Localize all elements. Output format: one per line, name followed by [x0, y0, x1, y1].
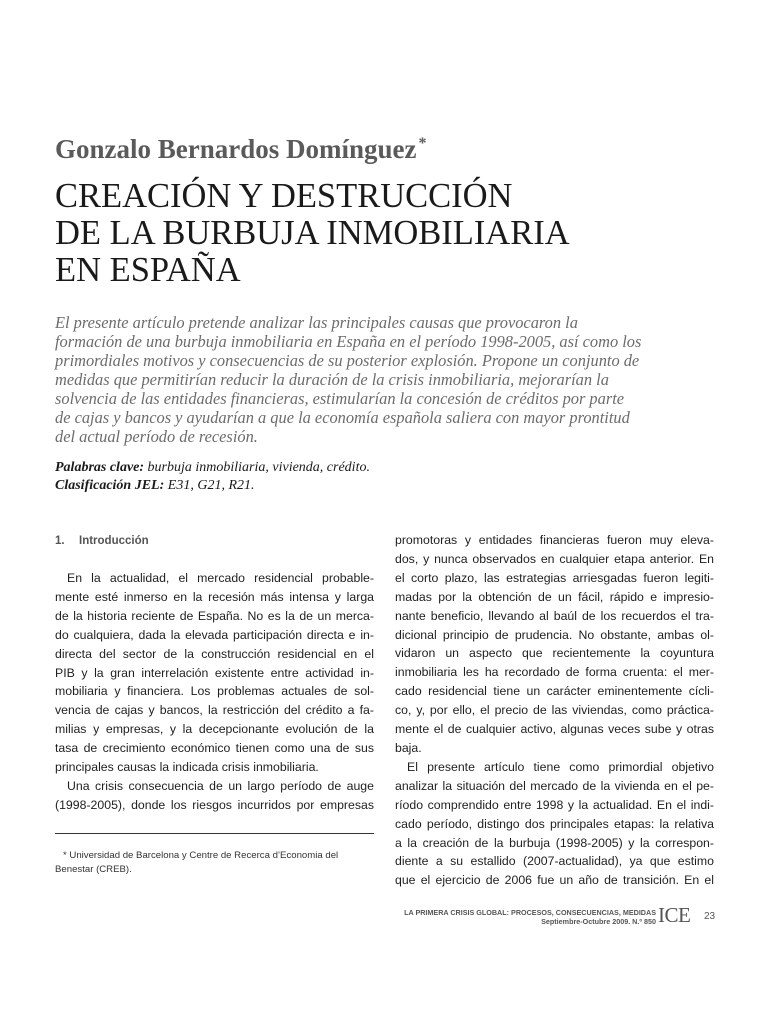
text-line: milias y empresas, y la decepcionante evolución de la — [55, 722, 374, 737]
section-title: Introducción — [79, 535, 149, 547]
text-line: principales causas la indicada crisis inmobiliaria. — [55, 760, 319, 775]
text-line: ríodo comprendido entre 1998 y la actualidad. En el indi- — [395, 797, 714, 812]
abstract-line: del actual período de recesión. — [55, 427, 258, 446]
text-line: diente a su estallido (2007-actualidad), ya que estimo — [395, 854, 714, 869]
footnote-divider — [55, 833, 374, 834]
abstract — [55, 313, 715, 446]
jel-label: Clasificación JEL: — [55, 478, 165, 493]
text-line: En la actualidad, el mercado residencial probable- — [67, 571, 374, 585]
text-line: vencia de cajas y bancos, la restricción del crédito a fa- — [55, 703, 374, 718]
footnote-line: * Universidad de Barcelona y Centre de Recerca d’Economia del — [63, 850, 339, 861]
abstract-line: de cajas y bancos y ayudarían a que la economía española saliera con mayor prontitud — [55, 408, 630, 427]
text-line: analizar la situación del mercado de la vivienda en el pe- — [395, 778, 714, 793]
author-name: Gonzalo Bernardos Domínguez * — [55, 134, 427, 164]
text-line: el corto plazo, las estrategias arriesgadas fueron legiti- — [395, 570, 714, 585]
text-line: co, y, por ello, el precio de las viviendas, como práctica- — [395, 703, 714, 718]
text-line: mente el de cualquier activo, algunas veces sube y otras — [395, 722, 714, 737]
footer-series: LA PRIMERA CRISIS GLOBAL: PROCESOS, CONSECUENCIAS, MEDIDAS — [404, 908, 656, 917]
text-line: directa del sector de la construcción residencial en el — [55, 646, 374, 661]
keywords — [55, 459, 370, 477]
section-number: 1. — [55, 535, 65, 547]
article-title — [55, 178, 570, 289]
abstract-line: formación de una burbuja inmobiliaria en España en el período 1998-2005, así como los — [55, 332, 642, 351]
keywords-value: burbuja inmobiliaria, vivienda, crédito. — [144, 460, 370, 475]
ice-logo: ICE — [658, 903, 691, 927]
abstract-line: solvencia de las entidades financieras, estimularían la concesión de créditos por parte — [55, 389, 625, 408]
title-line: EN ESPAÑA — [55, 251, 241, 289]
text-line: que el ejercicio de 2006 fue un año de transición. En el — [395, 873, 714, 888]
text-line: promotoras y entidades financieras fueron muy eleva- — [395, 533, 714, 547]
title-line: CREACIÓN Y DESTRUCCIÓN — [55, 177, 513, 215]
text-line: inmobiliaria les ha recordado de forma cruenta: el mer- — [395, 665, 714, 680]
abstract-line: medidas que permitirían reducir la duración de la crisis inmobiliaria, mejorarían la — [55, 370, 609, 389]
text-line: a la creación de la burbuja (1998-2005) y la correspon- — [395, 835, 714, 850]
left-column — [55, 569, 374, 815]
text-line: dicional principio de prudencia. No obstante, ambas ol- — [395, 627, 714, 642]
text-line: dos, y nunca observados en cualquier etapa anterior. En — [395, 551, 714, 566]
jel-classification — [55, 477, 370, 495]
title-line: DE LA BURBUJA INMOBILIARIA — [55, 214, 570, 252]
text-line: El presente artículo tiene como primordial objetivo — [407, 759, 714, 774]
text-line: cado período, distingo dos principales etapas: la relativa — [395, 816, 714, 831]
keywords-block — [55, 459, 370, 495]
text-line: tasa de crecimiento económico tienen como una de sus — [55, 741, 374, 756]
footnote — [55, 849, 374, 876]
running-footer — [404, 909, 656, 926]
footer-issue: Septiembre-Octubre 2009. N.º 850 — [541, 916, 656, 926]
text-line: vidaron un aspecto que recientemente la coyuntura — [395, 646, 714, 661]
text-line: madas por la obtención de un fácil, rápido e impresio- — [395, 589, 714, 604]
text-line: PIB y la gran interrelación existente entre actividad in- — [55, 665, 374, 680]
jel-value: E31, G21, R21. — [164, 478, 255, 493]
page-number: 23 — [704, 911, 716, 922]
text-line: de la historia reciente de España. No es la de un merca- — [55, 608, 374, 623]
text-line: baja. — [395, 740, 422, 755]
right-column — [395, 531, 714, 890]
text-line: nante beneficio, llevando al baúl de los recuerdos el tra- — [395, 608, 714, 623]
text-line: mente esté inmerso en la recesión más intensa y larga — [55, 589, 374, 604]
text-line: Una crisis consecuencia de un largo período de auge — [67, 778, 374, 793]
abstract-line: primordiales motivos y consecuencias de su posterior explosión. Propone un conjunto de — [55, 351, 640, 370]
author-footnote-marker: * — [418, 135, 427, 152]
keywords-label: Palabras clave: — [55, 460, 145, 475]
text-line: mobiliaria y financiera. Los problemas actuales de sol- — [55, 684, 374, 699]
abstract-line: El presente artículo pretende analizar las principales causas que provocaron la — [55, 313, 578, 332]
text-line: do cualquiera, dada la elevada participación directa e in- — [55, 627, 374, 642]
text-line: cado residencial tiene un carácter eminentemente cícli- — [395, 684, 714, 699]
text-line: (1998-2005), donde los riesgos incurridos por empresas — [55, 797, 374, 812]
footnote-line: Benestar (CREB). — [55, 863, 132, 875]
section-heading — [55, 535, 149, 547]
